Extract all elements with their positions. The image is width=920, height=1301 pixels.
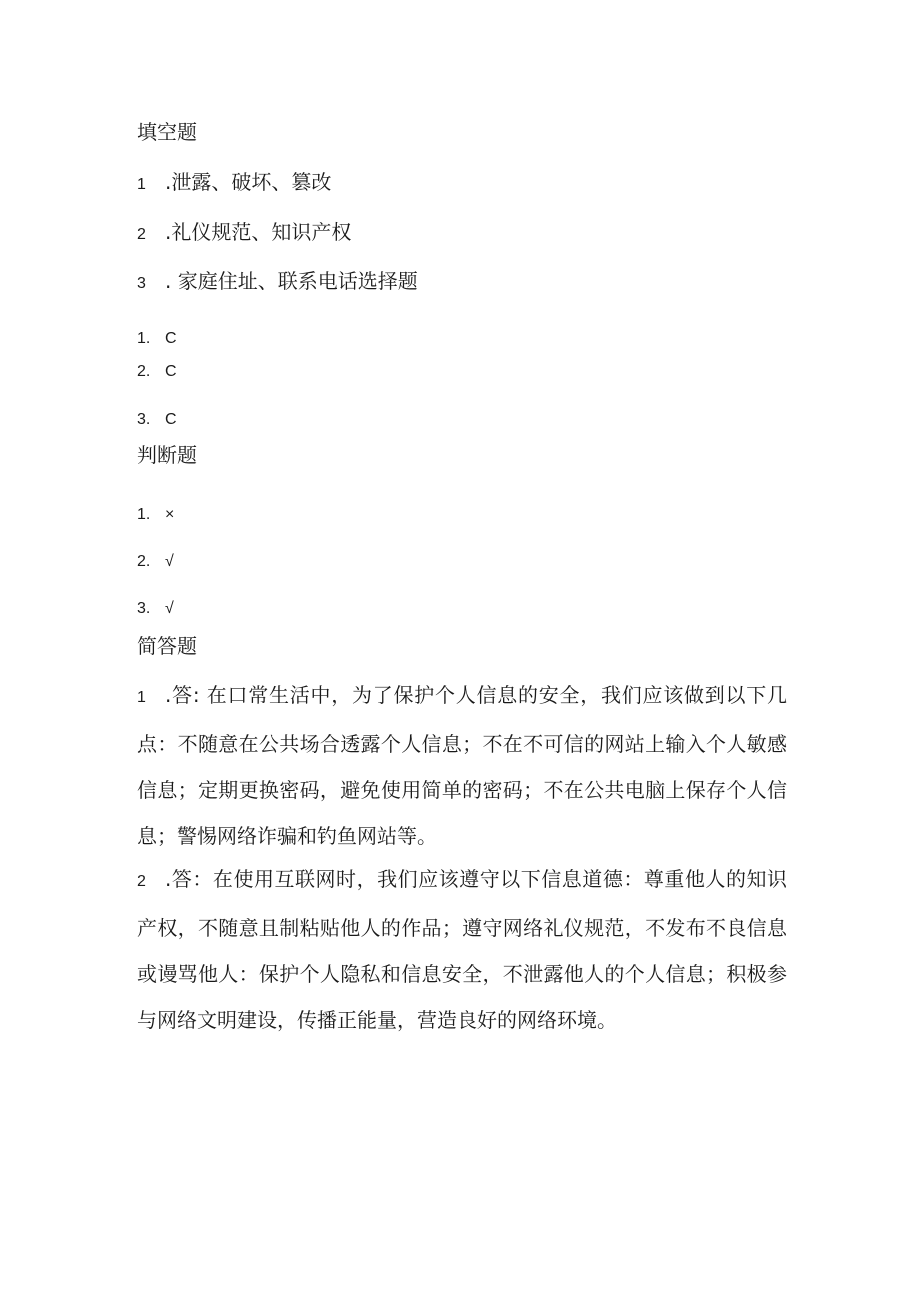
fill-blank-item-2	[137, 218, 351, 249]
item-number: 2	[137, 873, 146, 890]
item-text: C	[165, 363, 177, 380]
short-answer-heading: 简答题	[137, 634, 197, 658]
true-false-heading: 判断题	[137, 443, 197, 467]
item-text: .答: 在口常生活中，为了保护个人信息的安全，我们应该做到以下几点：不随意在公共场合透露个人信息；不在不可信的网站上输入个人敏感信息；定期更换密码，避免使用简单的密码；不在公共电脑上保存个人信息；警惕网络诈骗和钓鱼网站等。	[137, 683, 787, 848]
item-text: .礼仪规范、知识产权	[165, 220, 352, 244]
choice-item-2	[137, 355, 177, 386]
item-number: 1.	[137, 506, 151, 523]
item-number: 2	[137, 226, 146, 243]
choice-item-1	[137, 322, 177, 353]
item-number: 3.	[137, 411, 151, 428]
item-text: . 家庭住址、联系电话选择题	[165, 269, 418, 293]
item-text: .泄露、破坏、篡改	[165, 170, 332, 194]
item-text: .答：在使用互联网时，我们应该遵守以下信息道德：尊重他人的知识产权，不随意且制粘贴他人的作品；遵守网络礼仪规范，不发布不良信息或谩骂他人：保护个人隐私和信息安全，不泄露他人的个人信息；积极参与网络文明建设，传播正能量，营造良好的网络环境。	[137, 867, 787, 1032]
item-text: ×	[165, 506, 175, 523]
item-text: √	[165, 553, 174, 570]
choice-item-3	[137, 403, 177, 434]
item-number: 1	[137, 176, 146, 193]
item-number: 2.	[137, 553, 151, 570]
short-answer-item-1	[137, 672, 787, 859]
short-answer-item-2	[137, 856, 787, 1043]
true-false-item-2	[137, 545, 174, 576]
fill-blank-heading: 填空题	[137, 120, 197, 144]
item-number: 2.	[137, 363, 151, 380]
true-false-item-1	[137, 498, 174, 529]
item-number: 1.	[137, 330, 151, 347]
item-number: 1	[137, 689, 146, 706]
true-false-item-3	[137, 592, 174, 623]
item-text: C	[165, 411, 177, 428]
item-number: 3	[137, 275, 146, 292]
item-number: 3.	[137, 600, 151, 617]
item-text: C	[165, 330, 177, 347]
fill-blank-item-3	[137, 267, 418, 298]
item-text: √	[165, 600, 174, 617]
fill-blank-item-1	[137, 168, 331, 199]
